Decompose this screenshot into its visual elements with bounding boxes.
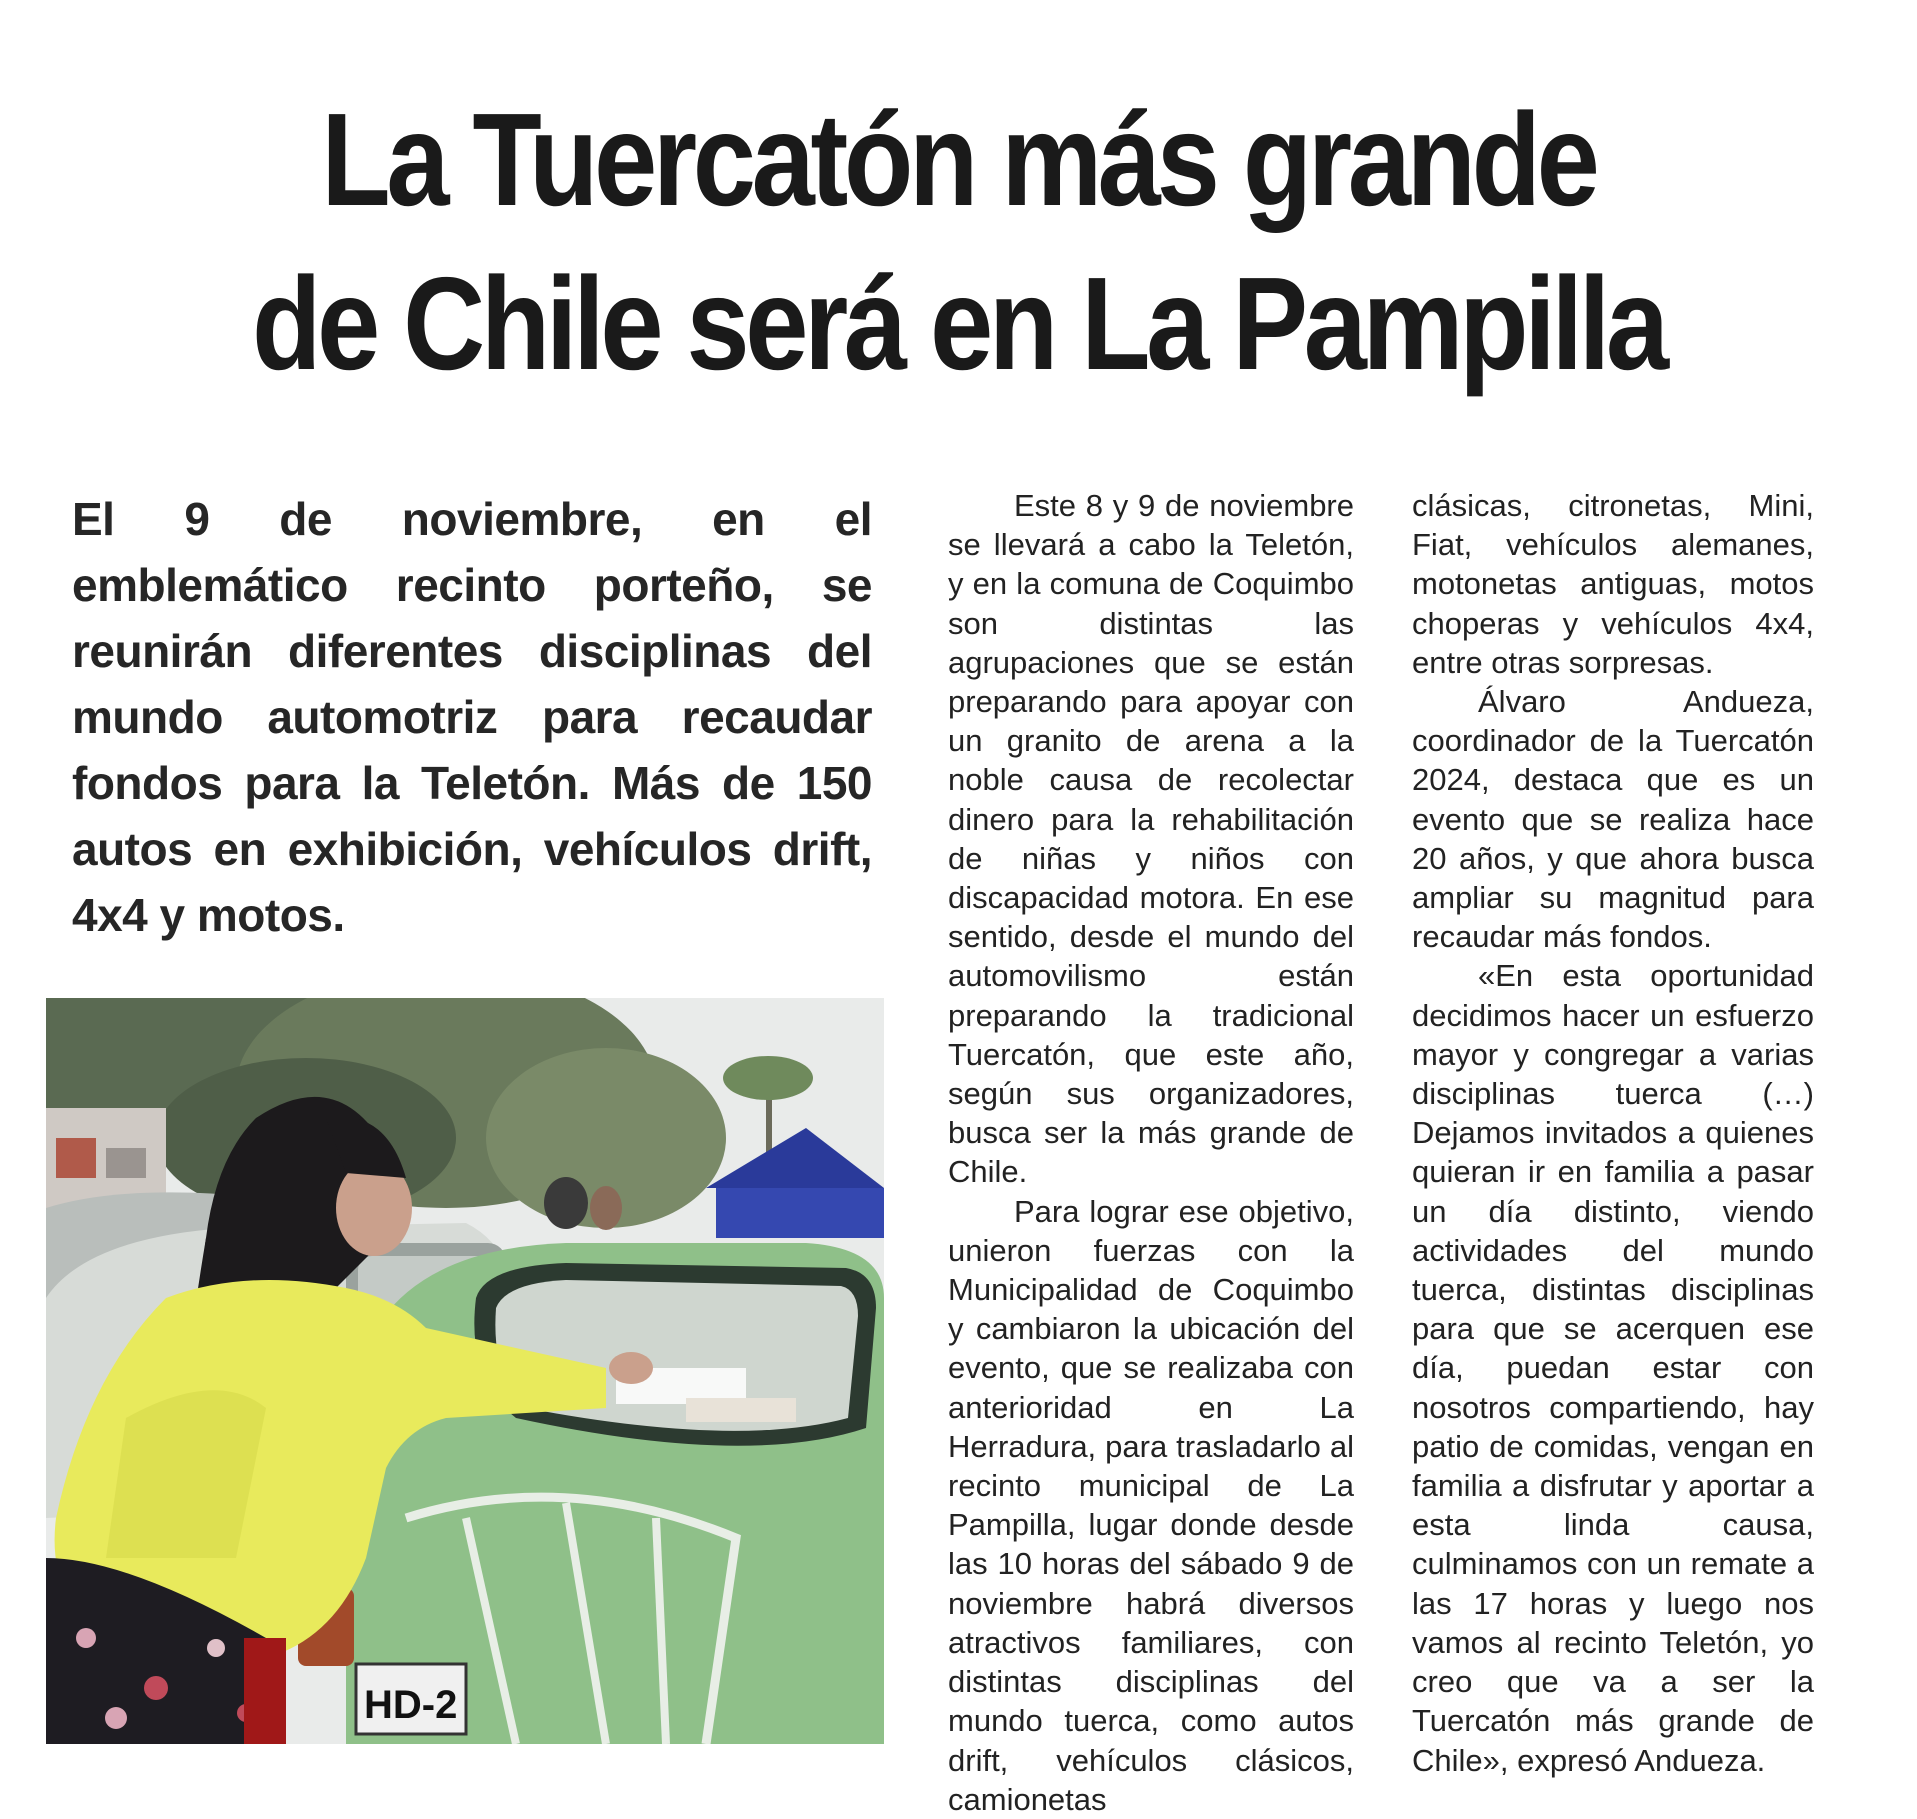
license-plate: HD-2 bbox=[364, 1683, 458, 1727]
column-2-paragraph-2: Álvaro Andueza, coordinador de la Tuercatón 2024, destaca que es un evento que se realiza hace 20 años, y que ahora busca ampliar su magnitud para recaudar más fondos. bbox=[1412, 684, 1814, 955]
article-column-1 bbox=[948, 486, 1354, 1819]
headline-line-2: de Chile será en La Pampilla bbox=[252, 250, 1665, 397]
lead-paragraph: El 9 de noviembre, en el emblemático recinto porteño, se reunirán diferentes disciplinas del mundo automotriz para recaudar fondos para la Teletón. Más de 150 autos en exhibición, vehículos drift, 4x4 y motos. bbox=[72, 493, 872, 941]
column-1-paragraph-2: Para lograr ese objetivo, unieron fuerzas con la Municipalidad de Coquimbo y cambiaron la ubicación del evento, que se realizaba con anterioridad en La Herradura, para trasladarlo al recinto municipal de La Pampilla, lugar donde desde las 10 horas del sábado 9 de noviembre habrá diversos atractivos familiares, con distintas disciplinas del mundo tuerca, como autos drift, vehículos clásicos, camionetas bbox=[948, 1193, 1354, 1817]
column-1-paragraph-1: Este 8 y 9 de noviembre se llevará a cabo la Teletón, y en la comuna de Coquimbo son distintas las agrupaciones que se están preparando para apoyar con un granito de arena a la noble causa de recolectar dinero para la rehabilitación de niñas y niños con discapacidad motora. En ese sentido, desde el mundo del automovilismo están preparando la tradicional Tuercatón, que este año, según sus organizadores, busca ser la más grande de Chile. bbox=[948, 488, 1354, 1190]
headline-line-1: La Tuercatón más grande bbox=[321, 86, 1596, 233]
column-2-paragraph-3: «En esta oportunidad decidimos hacer un esfuerzo mayor y congregar a varias disciplinas tuerca (…) Dejamos invitados a quienes quieran ir en familia a pasar un día distinto, viendo actividades del mundo tuerca, distintas disciplinas para que se acerquen ese día, puedan estar con nosotros compartiendo, hay patio de comidas, vengan en familia a disfrutar y aportar a esta linda causa, culminamos con un remate a las 17 horas y luego nos vamos al recinto Teletón, yo creo que va a ser la Tuercatón más grande de Chile», expresó Andueza. bbox=[1412, 958, 1814, 1778]
article-column-2 bbox=[1412, 486, 1814, 1780]
column-2-paragraph-1: clásicas, citronetas, Mini, Fiat, vehículos alemanes, motonetas antiguas, motos choperas y vehículos 4x4, entre otras sorpresas. bbox=[1412, 488, 1814, 680]
headline bbox=[134, 78, 1783, 406]
article-photo bbox=[46, 998, 884, 1744]
